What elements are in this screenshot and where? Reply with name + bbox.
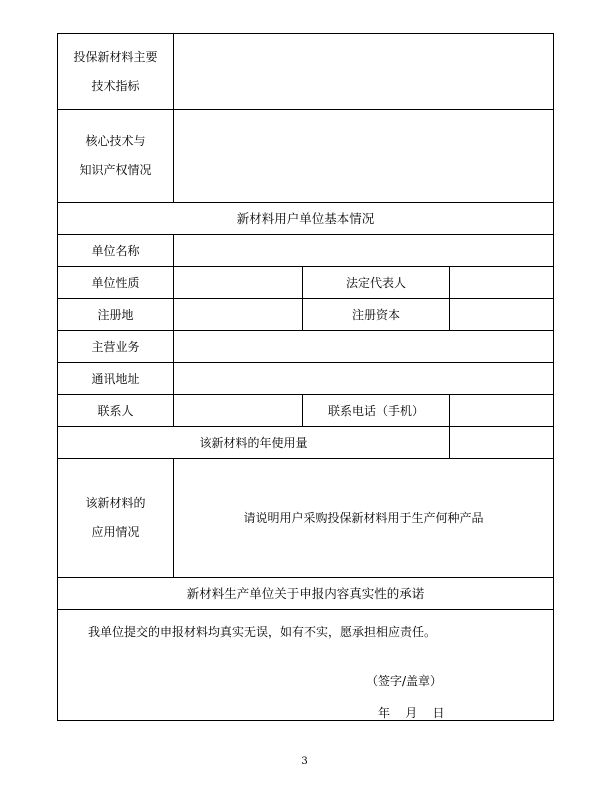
unit-nature-field[interactable] bbox=[173, 267, 302, 298]
row-commitment-body bbox=[58, 610, 553, 720]
annual-usage-field[interactable] bbox=[449, 427, 553, 458]
signature-stamp-label: （签字/盖章） bbox=[366, 674, 443, 688]
date-line: 年 月 日 bbox=[378, 706, 445, 720]
row-contact bbox=[58, 395, 553, 427]
main-business-field[interactable] bbox=[173, 331, 553, 362]
row-core-technology bbox=[58, 110, 553, 203]
legal-representative-label: 法定代表人 bbox=[302, 267, 449, 298]
application-form-table bbox=[57, 33, 554, 721]
registration-place-field[interactable] bbox=[173, 299, 302, 330]
technical-indicators-label: 投保新材料主要 技术指标 bbox=[73, 49, 158, 93]
address-field[interactable] bbox=[173, 363, 553, 394]
legal-representative-field[interactable] bbox=[449, 267, 553, 298]
user-section-title: 新材料用户单位基本情况 bbox=[236, 210, 375, 226]
registered-capital-label: 注册资本 bbox=[302, 299, 449, 330]
row-address bbox=[58, 363, 553, 395]
annual-usage-label: 该新材料的年使用量 bbox=[199, 435, 308, 450]
row-commitment-title bbox=[58, 578, 553, 610]
application-prompt: 请说明用户采购投保新材料用于生产何种产品 bbox=[243, 511, 484, 525]
registration-place-label: 注册地 bbox=[97, 307, 134, 322]
contact-person-field[interactable] bbox=[173, 395, 302, 426]
row-technical-indicators bbox=[58, 34, 553, 110]
row-unit-nature bbox=[58, 267, 553, 299]
contact-phone-label: 联系电话（手机） bbox=[302, 395, 449, 426]
row-main-business bbox=[58, 331, 553, 363]
page-number: 3 bbox=[301, 756, 308, 767]
row-user-section-title bbox=[58, 203, 553, 235]
core-technology-label: 核心技术与 知识产权情况 bbox=[79, 134, 152, 177]
contact-phone-field[interactable] bbox=[449, 395, 553, 426]
address-label: 通讯地址 bbox=[91, 371, 140, 386]
core-technology-field[interactable] bbox=[173, 110, 553, 202]
technical-indicators-field[interactable] bbox=[173, 34, 553, 109]
application-field[interactable] bbox=[173, 459, 553, 577]
application-label: 该新材料的 应用情况 bbox=[85, 496, 146, 539]
commitment-statement: 我单位提交的申报材料均真实无误，如有不实，愿承担相应责任。 bbox=[88, 625, 437, 639]
commitment-title: 新材料生产单位关于申报内容真实性的承诺 bbox=[186, 585, 425, 601]
row-application bbox=[58, 459, 553, 578]
main-business-label: 主营业务 bbox=[91, 339, 140, 354]
row-annual-usage bbox=[58, 427, 553, 459]
contact-person-label: 联系人 bbox=[97, 403, 134, 418]
unit-name-label: 单位名称 bbox=[91, 243, 140, 258]
row-unit-name bbox=[58, 235, 553, 267]
unit-nature-label: 单位性质 bbox=[91, 275, 140, 290]
registered-capital-field[interactable] bbox=[449, 299, 553, 330]
row-registration bbox=[58, 299, 553, 331]
unit-name-field[interactable] bbox=[173, 235, 553, 266]
commitment-body bbox=[58, 610, 553, 720]
